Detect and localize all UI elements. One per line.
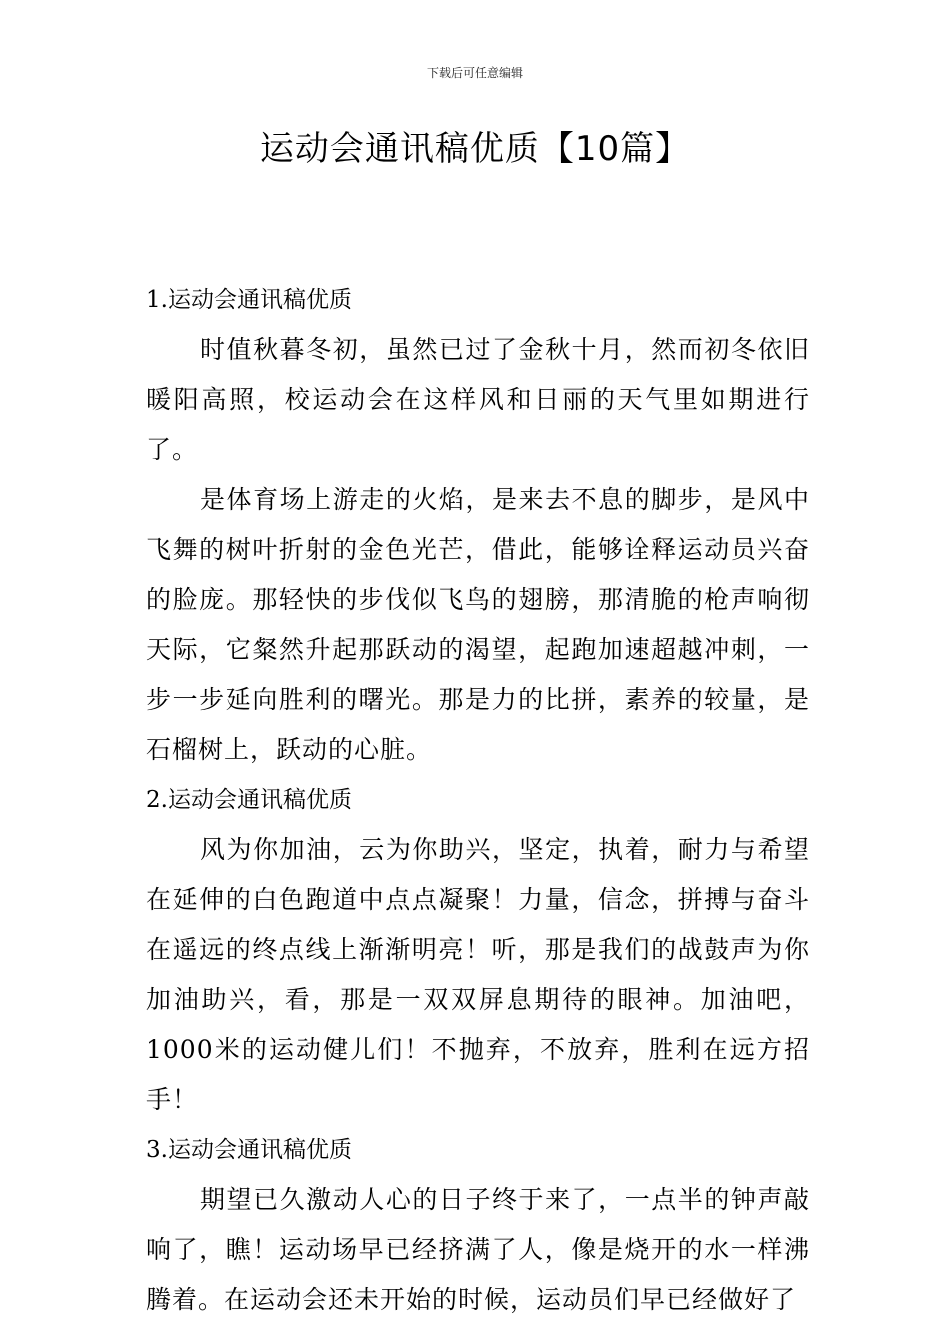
section-1-paragraph-2: 是体育场上游走的火焰，是来去不息的脚步，是风中飞舞的树叶折射的金色光芒，借此，能够诠释运动员兴奋的脸庞。那轻快的步伐似飞鸟的翅膀，那清脆的枪声响彻天际，它粲然升起那跃动的渴望，起跑加速超越冲刺，一步一步延向胜利的曙光。那是力的比拼，素养的较量，是石榴树上，跃动的心脏。 [146, 485, 810, 764]
section-heading-1: 1.运动会通讯稿优质 [146, 287, 352, 313]
document-title: 运动会通讯稿优质【10篇】 [259, 129, 691, 169]
section-2-paragraph-1: 风为你加油，云为你助兴，坚定，执着，耐力与希望在延伸的白色跑道中点点凝聚！力量，信念，拼搏与奋斗在遥远的终点线上渐渐明亮！听，那是我们的战鼓声为你加油助兴，看，那是一双双屏息期待的眼神。加油吧，1000米的运动健儿们！不抛弃，不放弃，胜利在远方招手！ [146, 835, 810, 1114]
section-3-paragraph-1: 期望已久激动人心的日子终于来了，一点半的钟声敲响了，瞧！运动场早已经挤满了人，像是烧开的水一样沸腾着。在运动会还未开始的时候，运动员们早已经做好了 [146, 1185, 810, 1314]
header-note: 下载后可任意编辑 [426, 66, 523, 80]
document-body [146, 275, 810, 1325]
section-heading-2: 2.运动会通讯稿优质 [146, 787, 352, 813]
section-heading-3: 3.运动会通讯稿优质 [146, 1137, 352, 1163]
section-1-paragraph-1: 时值秋暮冬初，虽然已过了金秋十月，然而初冬依旧暖阳高照，校运动会在这样风和日丽的天气里如期进行了。 [146, 335, 810, 464]
